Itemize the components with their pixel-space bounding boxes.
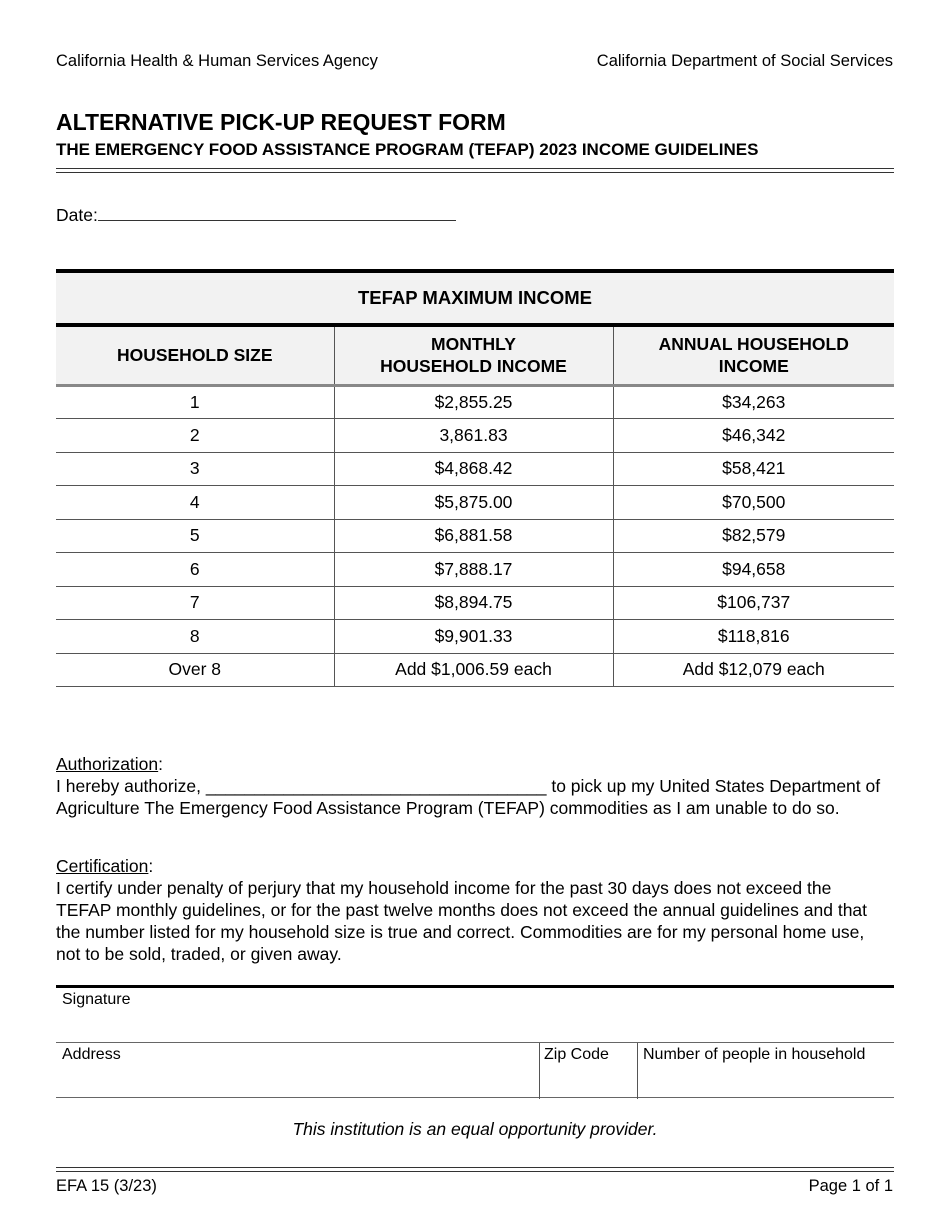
- equal-opportunity-statement: This institution is an equal opportunity provider.: [292, 1119, 658, 1139]
- monthly-income-cell: 3,861.83: [334, 419, 613, 453]
- date-line[interactable]: [98, 205, 456, 221]
- household-count-field[interactable]: Number of people in household: [643, 1046, 866, 1063]
- monthly-income-cell: $8,894.75: [334, 586, 613, 620]
- authorization-section: Authorization: I hereby authorize, ___________________________________ to pick up my United States Department of Agriculture The Emergency Food Assistance Program (TEFAP) commodities as I am unable to do so.: [56, 754, 881, 818]
- certification-heading: Certification: [56, 856, 149, 876]
- annual-income-cell: $46,342: [613, 419, 894, 453]
- annual-income-cell: Add $12,079 each: [613, 653, 894, 687]
- household-size-cell: 4: [56, 486, 334, 520]
- agency-right: California Department of Social Services: [596, 52, 893, 70]
- income-table: [56, 269, 894, 687]
- certification-text: I certify under penalty of perjury that my household income for the past 30 days does not exceed the TEFAP monthly guidelines, or for the past twelve months does not exceed the annual guidelines and that the number listed for my household size is true and correct. Commodities are for my personal home use, not to be sold, traded, or given away.: [56, 878, 868, 964]
- monthly-income-cell: $5,875.00: [334, 486, 613, 520]
- date-field[interactable]: [56, 205, 456, 226]
- household-size-cell: 2: [56, 419, 334, 453]
- table-row: [56, 419, 894, 453]
- household-size-cell: 1: [56, 385, 334, 419]
- table-row: [56, 486, 894, 520]
- household-size-cell: 6: [56, 553, 334, 587]
- monthly-income-cell: $4,868.42: [334, 452, 613, 486]
- form-id: EFA 15 (3/23): [56, 1177, 157, 1195]
- monthly-income-cell: Add $1,006.59 each: [334, 653, 613, 687]
- table-row: [56, 620, 894, 654]
- household-size-cell: 3: [56, 452, 334, 486]
- monthly-income-cell: $2,855.25: [334, 385, 613, 419]
- page-number: Page 1 of 1: [808, 1177, 893, 1195]
- form-subtitle: THE EMERGENCY FOOD ASSISTANCE PROGRAM (TEFAP) 2023 INCOME GUIDELINES: [56, 140, 759, 159]
- table-row: [56, 452, 894, 486]
- table-title: TEFAP MAXIMUM INCOME: [56, 271, 894, 325]
- annual-income-cell: $82,579: [613, 519, 894, 553]
- col-monthly-income: MONTHLY HOUSEHOLD INCOME: [334, 325, 613, 385]
- certification-section: Certification: I certify under penalty of perjury that my household income for the past 30 days does not exceed the TEFAP monthly guidelines, or for the past twelve months does not exceed the annual guidelines and that the number listed for my household size is true and correct. Commodities are for my personal home use, not to be sold, traded, or given away.: [56, 855, 896, 965]
- annual-income-cell: $34,263: [613, 385, 894, 419]
- household-size-cell: 5: [56, 519, 334, 553]
- authorization-heading: Authorization: [56, 754, 159, 774]
- annual-income-cell: $118,816: [613, 620, 894, 654]
- annual-income-cell: $58,421: [613, 452, 894, 486]
- table-row: [56, 553, 894, 587]
- monthly-income-cell: $7,888.17: [334, 553, 613, 587]
- household-size-cell: Over 8: [56, 653, 334, 687]
- col-annual-income: ANNUAL HOUSEHOLD INCOME: [613, 325, 894, 385]
- signature-block: [56, 985, 894, 1098]
- date-label: Date:: [56, 205, 98, 225]
- household-size-cell: 7: [56, 586, 334, 620]
- zip-code-field[interactable]: Zip Code: [544, 1046, 609, 1063]
- signature-field[interactable]: Signature: [62, 991, 131, 1008]
- header-divider: [56, 168, 894, 173]
- authorization-text-after: to pick up my United States Department of Agriculture The Emergency Food Assistance Program (TEFAP) commodities as I am unable to do so.: [56, 776, 881, 818]
- annual-income-cell: $106,737: [613, 586, 894, 620]
- table-row: [56, 586, 894, 620]
- form-title: ALTERNATIVE PICK-UP REQUEST FORM: [56, 109, 506, 135]
- table-row: [56, 653, 894, 687]
- col-household-size: HOUSEHOLD SIZE: [56, 325, 334, 385]
- household-size-cell: 8: [56, 620, 334, 654]
- footer-divider: [56, 1167, 894, 1172]
- table-row: [56, 519, 894, 553]
- monthly-income-cell: $9,901.33: [334, 620, 613, 654]
- address-field[interactable]: Address: [62, 1046, 121, 1063]
- monthly-income-cell: $6,881.58: [334, 519, 613, 553]
- authorized-person-blank[interactable]: ___________________________________: [205, 776, 547, 796]
- annual-income-cell: $70,500: [613, 486, 894, 520]
- annual-income-cell: $94,658: [613, 553, 894, 587]
- table-row: [56, 385, 894, 419]
- authorization-text-before: I hereby authorize,: [56, 776, 206, 796]
- agency-left: California Health & Human Services Agency: [56, 52, 378, 70]
